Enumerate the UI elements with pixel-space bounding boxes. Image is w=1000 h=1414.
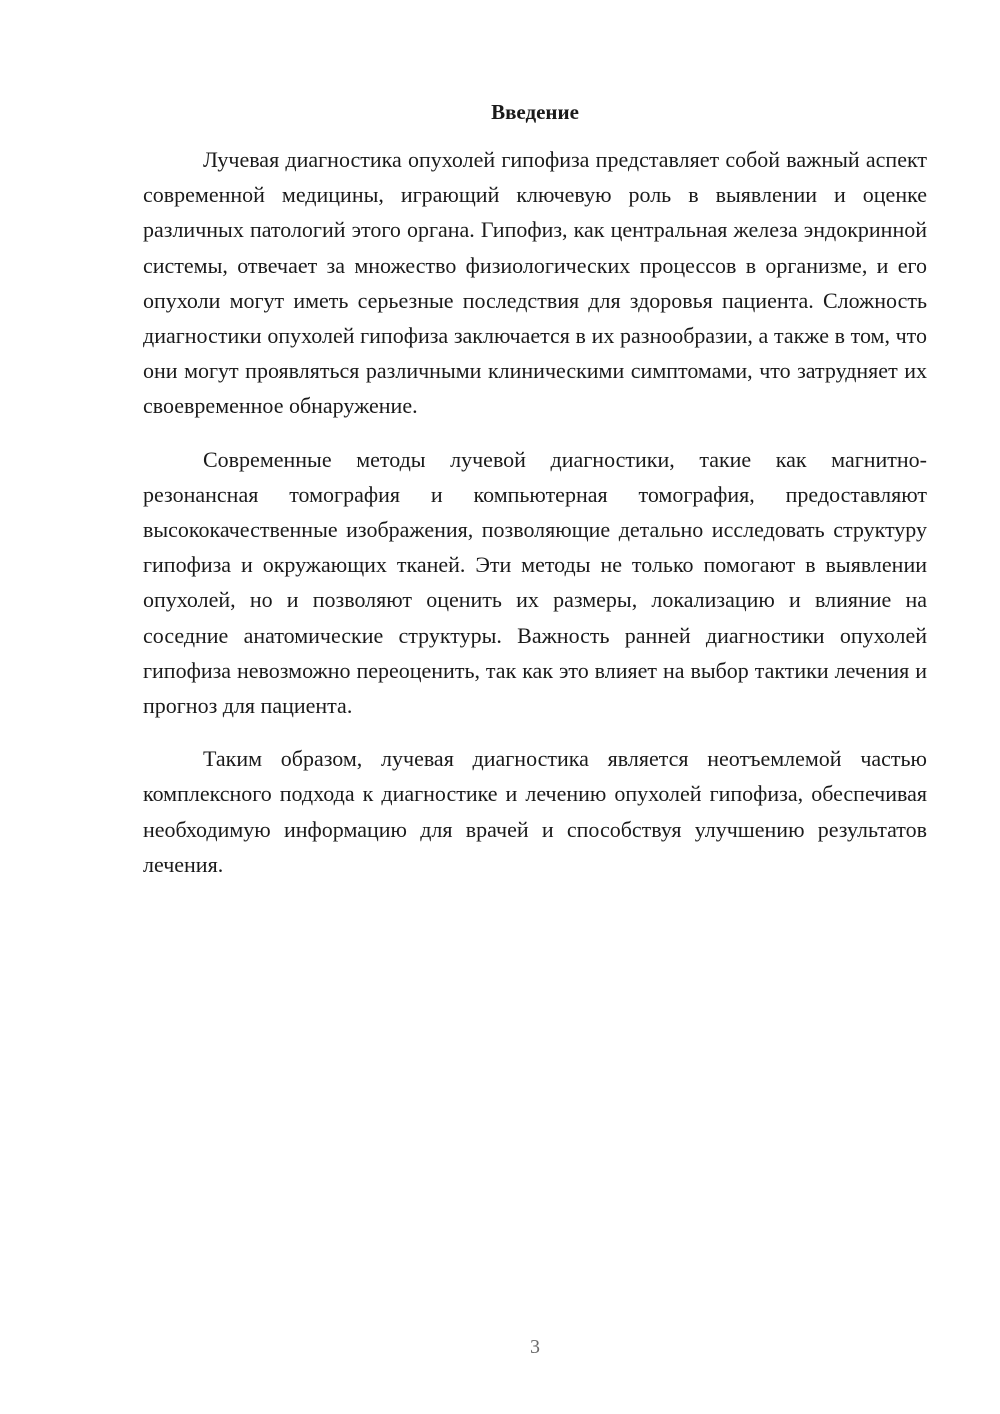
paragraph-3: Таким образом, лучевая диагностика является неотъемлемой частью комплексного подхода к диагностике и лечению опухолей гипофиза, обеспечивая необходимую информацию для врачей и способствуя улучшению результатов лечения. <box>143 746 927 877</box>
paragraph-1: Лучевая диагностика опухолей гипофиза представляет собой важный аспект современной медицины, играющий ключевую роль в выявлении и оценке различных патологий этого органа. Гипофиз, как центральная железа эндокринной системы, отвечает за множество физиологических процессов в организме, и его опухоли могут иметь серьезные последствия для здоровья пациента. Сложность диагностики опухолей гипофиза заключается в их разнообразии, а также в том, что они могут проявляться различными клиническими симптомами, что затрудняет их своевременное обнаружение. <box>143 147 927 419</box>
section-heading: Введение <box>491 100 579 124</box>
paragraph-2: Современные методы лучевой диагностики, такие как магнитно-резонансная томография и компьютерная томография, предоставляют высококачественные изображения, позволяющие детально исследовать структуру гипофиза и окружающих тканей. Эти методы не только помогают в выявлении опухолей, но и позволяют оценить их размеры, локализацию и влияние на соседние анатомические структуры. Важность ранней диагностики опухолей гипофиза невозможно переоценить, так как это влияет на выбор тактики лечения и прогноз для пациента. <box>143 446 927 719</box>
page-number: 3 <box>530 1336 540 1358</box>
body-text <box>143 142 927 900</box>
